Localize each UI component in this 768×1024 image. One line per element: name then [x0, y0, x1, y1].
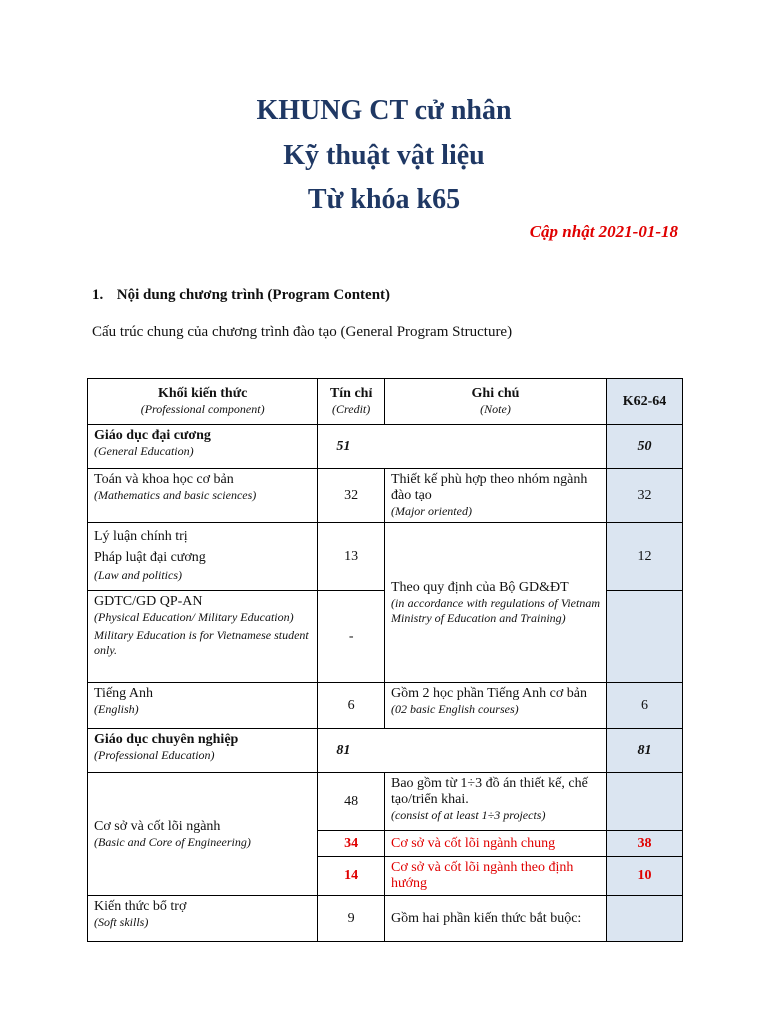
gdtc-name: GDTC/GD QP-AN — [94, 594, 203, 609]
soft-credit: 9 — [318, 896, 385, 942]
core-name-en: (Basic and Core of Engineering) — [94, 834, 251, 849]
core-note: Bao gồm từ 1÷3 đồ án thiết kế, chế tạo/triển khai. — [390, 776, 588, 807]
regulation-note: Theo quy định của Bộ GD&ĐT — [390, 579, 569, 595]
gdtc-k62 — [606, 591, 682, 683]
general-name: Giáo dục đại cương — [94, 428, 211, 443]
english-note-en: (02 basic English courses) — [390, 702, 519, 716]
law-line-2: Pháp luật đại cương — [94, 550, 206, 565]
header-credit-en: (Credit) — [332, 402, 371, 416]
table-row-soft — [88, 896, 683, 942]
header-k62: K62-64 — [606, 379, 682, 425]
section-intro: Cấu trúc chung của chương trình đào tạo (General Program Structure) — [92, 324, 513, 340]
table-row-core — [88, 773, 683, 831]
core-common-credit: 34 — [318, 831, 385, 857]
core-note-en: (consist of at least 1÷3 projects) — [390, 808, 546, 822]
math-name-en: (Mathematics and basic sciences) — [94, 488, 257, 502]
header-component-en: (Professional component) — [140, 402, 265, 416]
professional-name: Giáo dục chuyên nghiệp — [94, 732, 239, 747]
core-name-cell — [88, 773, 318, 896]
core-k62 — [606, 773, 682, 831]
soft-k62 — [606, 896, 682, 942]
law-name-en: (Law and politics) — [94, 568, 183, 582]
gdtc-name-cell — [88, 591, 318, 683]
math-name: Toán và khoa học cơ bản — [94, 472, 234, 487]
title-line-2: Kỹ thuật vật liệu — [283, 140, 485, 171]
header-component-label: Khối kiến thức — [158, 386, 248, 401]
law-line-1: Lý luận chính trị — [94, 529, 188, 544]
law-name-cell — [88, 523, 318, 591]
header-note-en: (Note) — [480, 402, 511, 416]
table-row-law — [88, 523, 683, 591]
core-name: Cơ sở và cốt lõi ngành — [94, 818, 221, 834]
core-common-k62: 38 — [606, 831, 682, 857]
header-note-label: Ghi chú — [471, 386, 520, 401]
general-k62: 50 — [606, 425, 682, 469]
table-row-professional — [88, 729, 683, 773]
law-credit: 13 — [318, 523, 385, 591]
general-credit: 51 — [318, 425, 607, 469]
general-name-cell — [88, 425, 318, 469]
core-credit: 48 — [318, 773, 385, 831]
soft-note: Gồm hai phần kiến thức bắt buộc: — [384, 896, 606, 942]
english-name: Tiếng Anh — [94, 686, 154, 701]
update-date: Cập nhật 2021-01-18 — [529, 222, 678, 241]
header-credit-label: Tín chỉ — [329, 386, 373, 401]
professional-credit: 81 — [318, 729, 607, 773]
soft-name: Kiến thức bổ trợ — [94, 899, 187, 914]
table-row-math — [88, 469, 683, 523]
english-note-cell — [384, 683, 606, 729]
gdtc-note-en: Military Education is for Vietnamese student only. — [94, 628, 309, 657]
regulation-note-en: (in accordance with regulations of Vietnam Ministry of Education and Training) — [390, 595, 600, 625]
table-row-english — [88, 683, 683, 729]
english-credit: 6 — [318, 683, 385, 729]
math-note: Thiết kế phù hợp theo nhóm ngành đào tạo — [390, 472, 588, 503]
section-heading — [92, 287, 390, 304]
table-header-row — [88, 379, 683, 425]
title-line-3: Từ khóa k65 — [307, 184, 461, 215]
math-note-en: (Major oriented) — [390, 504, 472, 518]
title-line-1: KHUNG CT cử nhân — [256, 95, 512, 126]
section-number: 1. — [92, 287, 104, 303]
program-structure-table — [87, 378, 683, 942]
header-component — [88, 379, 318, 425]
professional-name-cell — [88, 729, 318, 773]
english-k62: 6 — [606, 683, 682, 729]
professional-k62: 81 — [606, 729, 682, 773]
math-name-cell — [88, 469, 318, 523]
soft-name-cell — [88, 896, 318, 942]
header-credit — [318, 379, 385, 425]
regulation-note-cell — [384, 523, 606, 683]
table-row-general — [88, 425, 683, 469]
math-credit: 32 — [318, 469, 385, 523]
gdtc-name-en: (Physical Education/ Military Education) — [94, 610, 294, 624]
general-name-en: (General Education) — [94, 444, 194, 458]
english-name-cell — [88, 683, 318, 729]
professional-name-en: (Professional Education) — [94, 748, 215, 762]
math-k62: 32 — [606, 469, 682, 523]
section-title: Nội dung chương trình (Program Content) — [116, 287, 391, 303]
core-note-cell — [384, 773, 606, 831]
core-common-note: Cơ sở và cốt lõi ngành chung — [384, 831, 606, 857]
core-oriented-note: Cơ sở và cốt lõi ngành theo định hướng — [384, 857, 606, 896]
core-oriented-credit: 14 — [318, 857, 385, 896]
math-note-cell — [384, 469, 606, 523]
soft-name-en: (Soft skills) — [94, 915, 149, 929]
header-note — [384, 379, 606, 425]
gdtc-credit: - — [318, 591, 385, 683]
core-oriented-k62: 10 — [606, 857, 682, 896]
english-name-en: (English) — [94, 702, 139, 716]
english-note: Gồm 2 học phần Tiếng Anh cơ bản — [390, 686, 587, 701]
law-k62: 12 — [606, 523, 682, 591]
